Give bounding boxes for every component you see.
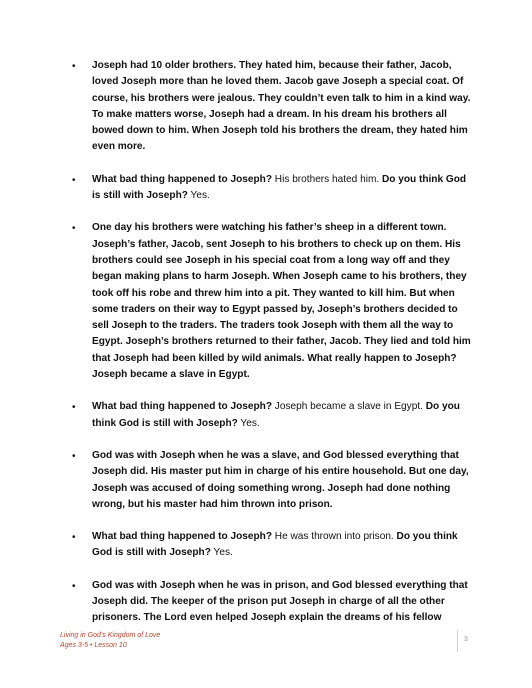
bullet-item <box>72 58 472 156</box>
bullet-item <box>72 448 472 513</box>
bullet-marker: • <box>72 402 76 414</box>
text-bold: God was with Joseph when he was in prison, and God blessed everything that Joseph did. The keeper of the prison put Joseph in charge of all the other prisoners. The Lord even helped Joseph explain the dreams of his fellow <box>92 579 468 624</box>
bullet-text <box>92 399 472 432</box>
question-text: What bad thing happened to Joseph? <box>92 531 272 543</box>
answer-text: His brothers hated him. <box>272 173 382 185</box>
page-number: 3 <box>464 636 468 643</box>
bullet-marker: • <box>72 580 76 592</box>
answer-text: Joseph became a slave in Egypt. <box>272 401 426 413</box>
question-text: Do you think God is still with Joseph? <box>92 401 460 429</box>
answer-text: He was thrown into prison. <box>272 531 397 543</box>
bullet-text <box>92 529 472 562</box>
bullet-marker: • <box>72 61 76 72</box>
text-bold: God was with Joseph when he was a slave, and God blessed everything that Joseph did. His master put him in charge of his entire household. But one day, Joseph was accused of doing something wrong. Joseph had done nothing wrong, but his master had him thrown into prison. <box>92 449 469 510</box>
bullet-text <box>92 448 472 513</box>
bullet-item <box>72 578 472 627</box>
footer-divider <box>457 630 458 652</box>
question-text: Do you think God is still with Joseph? <box>92 173 467 202</box>
bullet-text <box>92 220 472 383</box>
bullet-item <box>72 172 472 205</box>
footer-subtitle: Ages 3-5 • Lesson 10 <box>60 642 127 649</box>
footer-title: Living in God’s Kingdom of Love <box>60 632 161 639</box>
bullet-item <box>72 399 472 432</box>
bullet-marker: • <box>72 532 76 544</box>
text-bold: One day his brothers were watching his father’s sheep in a different town. Joseph’s father, Jacob, sent Joseph to his brothers to check up on them. His brothers could see Joseph in his special coat from a long way off and they began making plans to harm Joseph. When Joseph came to his brothers, they took off his robe and threw him into a pit. They wanted to kill him. But when some traders on their way to Egypt passed by, Joseph’s brothers decided to sell Joseph to the traders. The traders took Joseph with them all the way to Egypt. Joseph’s brothers returned to their father, Jacob. They lied and told him that Joseph had been killed by wild animals. What really happen to Joseph? Joseph became a slave in Egypt. <box>92 222 471 381</box>
answer-text: Yes. <box>187 190 210 202</box>
bullet-marker: • <box>72 450 76 462</box>
bullet-text <box>92 58 472 156</box>
bullet-text <box>92 172 472 205</box>
question-text: Do you think God is still with Joseph? <box>92 531 458 559</box>
bullet-text <box>92 578 472 627</box>
footer <box>60 631 160 651</box>
bullet-marker: • <box>72 223 76 235</box>
question-text: What bad thing happened to Joseph? <box>92 401 272 413</box>
text-bold: Joseph had 10 older brothers. They hated him, because their father, Jacob, loved Joseph more than he loved them. Jacob gave Joseph a special coat. Of course, his brothers were jealous. They couldn’t even talk to him in a kind way. To make matters worse, Joseph had a dream. In his dream his brothers all bowed down to him. When Joseph told his brothers the dream, they hated him even more. <box>92 60 471 153</box>
bullet-marker: • <box>72 174 76 186</box>
bullet-item <box>72 220 472 383</box>
answer-text: Yes. <box>237 417 260 429</box>
question-text: What bad thing happened to Joseph? <box>92 173 272 185</box>
answer-text: Yes. <box>210 547 233 559</box>
document-body <box>72 58 472 643</box>
bullet-item <box>72 529 472 562</box>
